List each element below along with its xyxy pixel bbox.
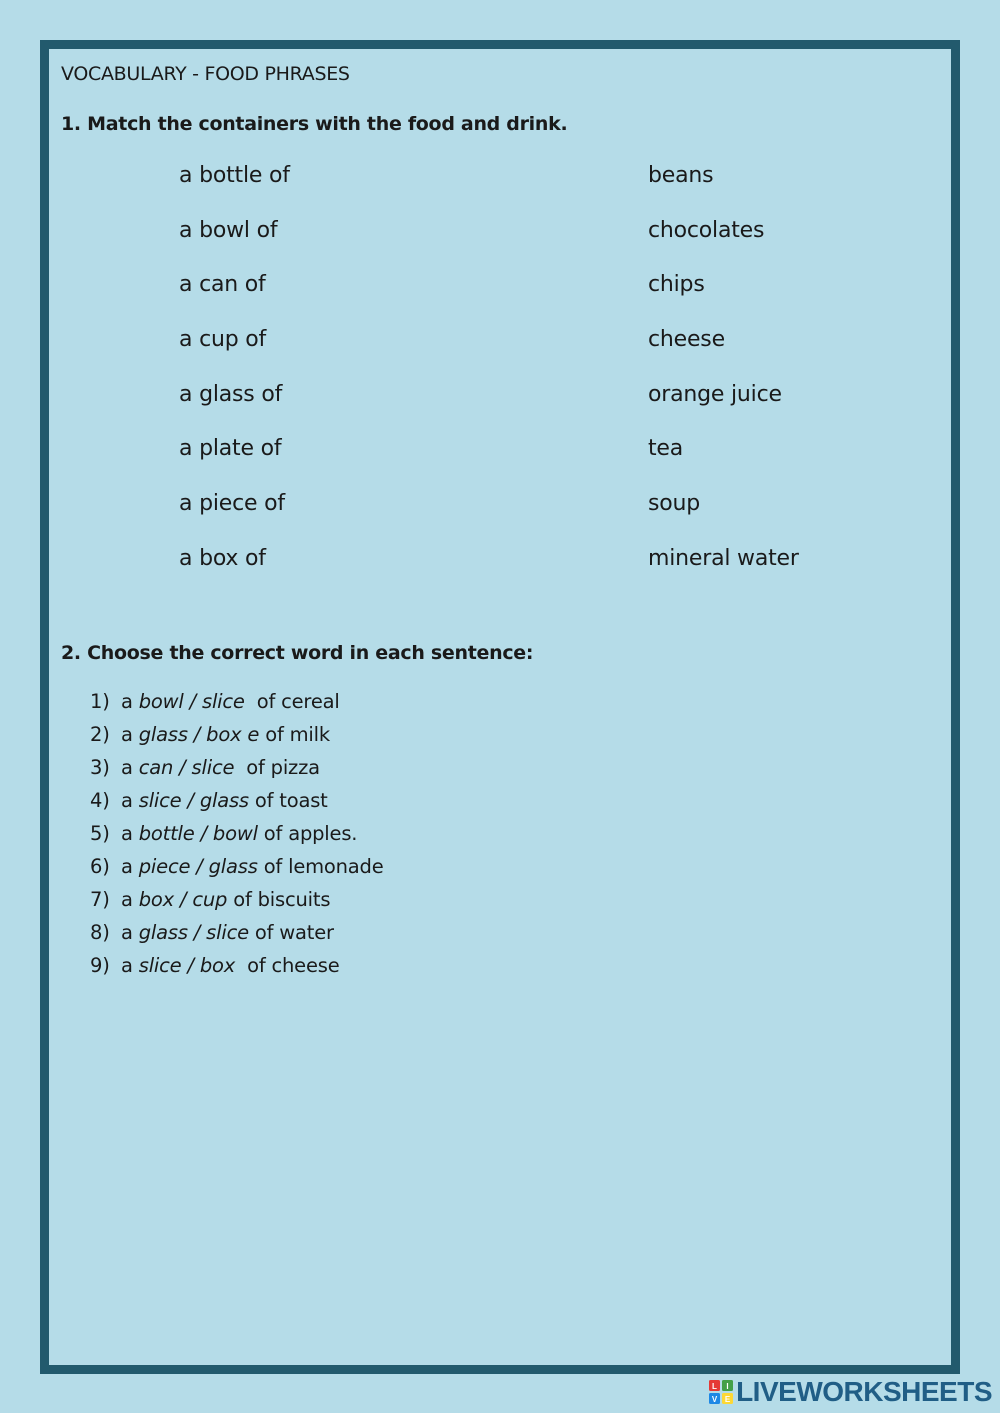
food-item[interactable]: beans xyxy=(648,163,714,188)
logo-text: LIVEWORKSHEETS xyxy=(736,1376,992,1407)
question-suffix: of pizza xyxy=(234,756,320,779)
svg-text:I: I xyxy=(726,1382,729,1391)
section1-heading: 1. Match the containers with the food and drink. xyxy=(61,113,568,135)
question-number: 4) xyxy=(90,789,110,812)
question-item xyxy=(90,952,384,985)
question-number: 9) xyxy=(90,954,110,977)
question-suffix: of toast xyxy=(248,789,328,812)
question-number: 3) xyxy=(90,756,110,779)
svg-text:L: L xyxy=(712,1382,718,1391)
question-item xyxy=(90,721,384,754)
liveworksheets-logo-icon xyxy=(709,1380,733,1404)
food-item[interactable]: tea xyxy=(648,436,684,462)
question-prefix: a xyxy=(121,888,139,911)
question-item xyxy=(90,787,384,820)
word-choice[interactable]: bowl / slice xyxy=(138,690,245,713)
container-item[interactable]: a box of xyxy=(179,545,266,571)
question-item xyxy=(90,886,384,919)
food-item[interactable]: chocolates xyxy=(648,217,765,243)
question-number: 2) xyxy=(90,723,110,746)
document-title: VOCABULARY - FOOD PHRASES xyxy=(61,63,350,85)
liveworksheets-logo xyxy=(709,1377,992,1407)
question-prefix: a xyxy=(121,921,139,944)
word-choice[interactable]: glass / slice xyxy=(138,921,249,944)
word-choice[interactable]: can / slice xyxy=(138,756,235,779)
question-item xyxy=(90,820,384,853)
section2-heading: 2. Choose the correct word in each sentence: xyxy=(61,642,534,664)
word-choice[interactable]: piece / glass xyxy=(138,855,258,878)
foods-column xyxy=(648,160,799,598)
question-prefix: a xyxy=(121,723,139,746)
question-suffix: of lemonade xyxy=(257,855,384,878)
question-number: 7) xyxy=(90,888,110,911)
question-prefix: a xyxy=(121,855,139,878)
food-item[interactable]: chips xyxy=(648,272,705,298)
container-item[interactable]: a bowl of xyxy=(179,217,278,243)
question-suffix: of milk xyxy=(259,723,330,746)
question-suffix: of cereal xyxy=(244,690,340,713)
question-prefix: a xyxy=(121,756,139,779)
food-item[interactable]: cheese xyxy=(648,327,725,353)
question-item xyxy=(90,688,384,721)
question-prefix: a xyxy=(121,822,139,845)
svg-text:E: E xyxy=(724,1395,731,1404)
question-prefix: a xyxy=(121,954,139,977)
question-item xyxy=(90,853,384,886)
container-item[interactable]: a plate of xyxy=(179,436,282,462)
question-number: 1) xyxy=(90,690,110,713)
question-number: 6) xyxy=(90,855,110,878)
food-item[interactable]: soup xyxy=(648,491,701,517)
question-suffix: of apples. xyxy=(257,822,358,845)
word-choice[interactable]: slice / glass xyxy=(138,789,249,812)
containers-column xyxy=(179,160,290,598)
question-item xyxy=(90,919,384,952)
food-item[interactable]: mineral water xyxy=(648,545,799,571)
question-number: 8) xyxy=(90,921,110,944)
question-number: 5) xyxy=(90,822,110,845)
container-item[interactable]: a bottle of xyxy=(179,163,290,188)
word-choice[interactable]: bottle / bowl xyxy=(138,822,258,845)
question-suffix: of biscuits xyxy=(227,888,331,911)
food-item[interactable]: orange juice xyxy=(648,381,782,407)
question-suffix: of cheese xyxy=(235,954,340,977)
svg-text:V: V xyxy=(711,1395,718,1404)
word-choice[interactable]: box / cup xyxy=(138,888,228,911)
question-suffix: of water xyxy=(248,921,334,944)
word-choice[interactable]: slice / box xyxy=(138,954,236,977)
container-item[interactable]: a can of xyxy=(179,272,266,298)
question-item xyxy=(90,754,384,787)
container-item[interactable]: a cup of xyxy=(179,327,267,353)
container-item[interactable]: a glass of xyxy=(179,381,283,407)
word-choice[interactable]: glass / box e xyxy=(138,723,260,746)
question-prefix: a xyxy=(121,690,139,713)
question-list xyxy=(90,688,384,985)
container-item[interactable]: a piece of xyxy=(179,491,285,517)
question-prefix: a xyxy=(121,789,139,812)
